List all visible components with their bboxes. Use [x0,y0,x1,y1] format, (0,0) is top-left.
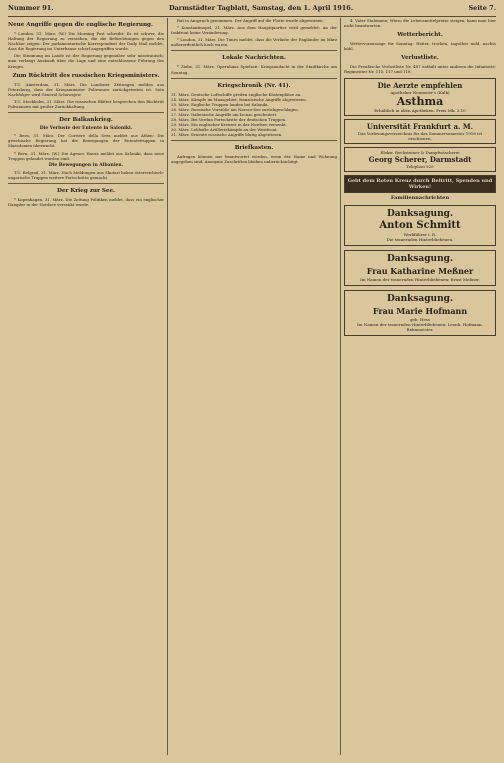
headline: Der Krieg zur See. [57,187,115,194]
column-left [8,18,164,755]
article-text: Wettervoraussage für Sonntag: Heiter, trocken, tagsüber mild, nachts kühl. [344,41,496,52]
notice-title: Danksagung. [386,293,454,304]
notice-title: Danksagung. [386,208,454,219]
article-text: T.U. Stockholm, 31. März. Die russischen Blätter besprechen den Rücktritt Poliwanows mit großer Zurückhaltung. [8,98,164,110]
article-text: * London, 31. März. (W.) Die Morning Post schreibt: Es ist schwer, die Haltung der Regierung zu verstehen, die die Befürchtungen gegen den Nachbar zeigen. Der parlamentarische Korrespondent der Daily Mail meldet, dass die Regierung im Unterhause scharf angegriffen wurde. [8,31,164,52]
chronicle-entry: 25. März. Englische Truppen landen bei Saloniki. [171,101,269,107]
advertisement-laundry [344,147,496,172]
notice-name: Frau Marie Hofmann [372,305,468,316]
ad-headline: Universität Frankfurt a. M. [366,121,474,131]
headline: Kriegschronik (Nr. 41). [217,82,291,89]
divider [171,78,337,79]
article-text: T.U. Belgrad, 31. März. Nach Meldungen aus Skutari haben österreichisch-ungarische Truppen weitere Fortschritte gemacht. [8,169,164,180]
column-rule [340,18,341,755]
notice-name: Anton Schmitt [379,219,461,231]
ad-subline: Apotheker Neumeier's (Kalk) [390,89,450,95]
notice-messner [344,250,496,286]
notice-signature: Die trauernden Hinterbliebenen. [386,236,454,242]
article-text: * Konstantinopel, 31. März. Aus dem Hauptquartier wird gemeldet: An der Irakfront keine Veränderung. [171,25,337,36]
headline: Briefkasten. [234,144,274,151]
ad-company: Georg Scherer, Darmstadt [368,154,472,164]
notice-text: geb. Hess [410,316,430,322]
article-text: * Ziebe, 31. März. Opernhaus Spielzeit. Kriegsandacht in der Stadtkirche am Sonntag. [171,64,337,75]
ad-text: Erhältlich in allen Apotheken. Preis Mk. 3.10 [374,107,466,113]
notice-signature: Im Namen der trauernden Hinterbliebenen: Leonh. Hofmann, Bahnmeister. [357,321,483,332]
issue-number: Nummer 91. [8,4,54,12]
headline: Verlustliste. [401,55,439,62]
article-text: T.U. Amsterdam, 31. März. Die Londoner Zeitungen melden aus Petersburg, dass der Kriegsminister Poliwanow zurückgetreten ist. Sein Nachfolger wird General Schuwajew. [8,81,164,97]
article-text: * London, 31. März. Die Times meldet, dass die Verluste der Engländer im März außerordentlich hoch waren. [171,37,337,48]
headline: Zum Rücktritt des russischen Kriegsministers. [12,72,160,79]
divider [8,112,164,113]
ad-subline: Elektr. Rechsteiner & Dampfwäscherei [380,149,460,155]
notice-schmitt [344,205,496,246]
newspaper-title: Darmstädter Tagblatt, Samstag, den 1. April 1916. [168,4,354,12]
chronicle-list [171,92,337,137]
divider [8,183,164,184]
notice-hofmann [344,290,496,336]
chronicle-entry: 24. März. Kämpfe im Maasgebiet; französische Angriffe abgewiesen. [171,96,307,102]
divider [171,50,337,51]
advertisement-university [344,119,496,144]
notice-signature: Im Namen der trauernden Hinterbliebenen: Ernst Meßner. [360,276,480,282]
article-text: Anfragen können nur beantwortet werden, wenn der Name und Wohnung angegeben sind. Anonyme Zuschriften bleiben unberücksichtigt. [171,153,337,164]
ad-text: Gebt dem Roten Kreuz durch Beitritt, Spenden und Wirken! [347,177,493,190]
chronicle-entry: 29. März. Ein englischer Kreuzer in der Nordsee versenkt. [171,121,287,127]
chronicle-entry: 31. März. Deutsche Luftschiffe greifen englische Küstenplätze an. [171,91,302,97]
column-right [344,18,496,755]
article-text: 4. Vater Stahmann; Wieso die Lebensmittelpreise steigen, kann man hier nicht beantworten. [344,18,496,29]
chronicle-entry: 26. März. Russische Vorstöße am Narocz-See zurückgeschlagen. [171,106,299,112]
ad-text: Telephon 929 [406,163,434,169]
notice-title: Danksagung. [386,253,454,264]
ad-headline: Die Aerzte empfehlen [377,80,463,90]
subheading: Die Verluste der Entente in Saloniki. [39,126,133,132]
chronicle-entry: 27. März. Italienische Angriffe am Isonzo gescheitert. [171,111,278,117]
column-middle [171,18,337,755]
section-heading: Familiennachrichten [390,194,450,201]
notice-text: Werkführer i. R. [403,231,437,237]
chronicle-entry: 30. März. Lebhafte Artilleriekämpfe an der Westfront. [171,126,278,132]
article-text: * Kopenhagen, 31. März. Die Zeitung Politiken meldet, dass ein englischer Dampfer in der Nordsee versenkt wurde. [8,196,164,208]
headline: Wetterbericht. [397,32,443,39]
notice-name: Frau Katharine Meßner [366,265,474,276]
ad-text: Das Vorlesungsverzeichnis für das Sommersemester 1916 ist erschienen. [357,130,483,141]
article-text: Die Preußische Verlustliste Nr. 487 enthält unter anderen die Infanterie-Regimenter Nr. 115, 117 und 118. [344,64,496,75]
page-header [8,4,496,17]
headline: Lokale Nachrichten. [222,55,286,62]
advertisement-red-cross [344,175,496,193]
headline: Der Balkankrieg. [59,117,113,124]
article-text: * Bern, 31. März. (W.) Die Agence Havas meldet aus Saloniki, dass neue Truppen gelandet worden sind. [8,150,164,161]
page-number: Seite 7. [468,4,496,12]
column-rule [167,18,168,755]
headline: Neue Angriffe gegen die englische Regierung. [8,22,153,28]
divider [171,140,337,141]
chronicle-entry: 31. März. Erneute russische Angriffe blutig abgewiesen. [171,131,283,137]
article-text: Rat in Anspruch genommen. Der Angriff auf die Flotte wurde abgewiesen. [177,18,324,23]
ad-product: Asthma [396,94,444,108]
chronicle-entry: 28. März. Bei Verdun Fortschritte der deutschen Truppen. [171,116,287,122]
article-text: * Bern, 31. März. Der Corriere della Sera meldet aus Athen: Die griechische Regierung hat die Bewegungen der Ententetruppen in Mazedonien überwacht. [8,133,164,149]
subheading: Die Bewegungen in Albanien. [48,162,124,168]
advertisement-asthma [344,78,496,116]
article-text: Die Stimmung im Lande ist der Regierung gegenüber sehr misstrauisch; man verlangt Auskunft über die Lage und eine entschlossene Führung des Krieges. [8,53,164,69]
